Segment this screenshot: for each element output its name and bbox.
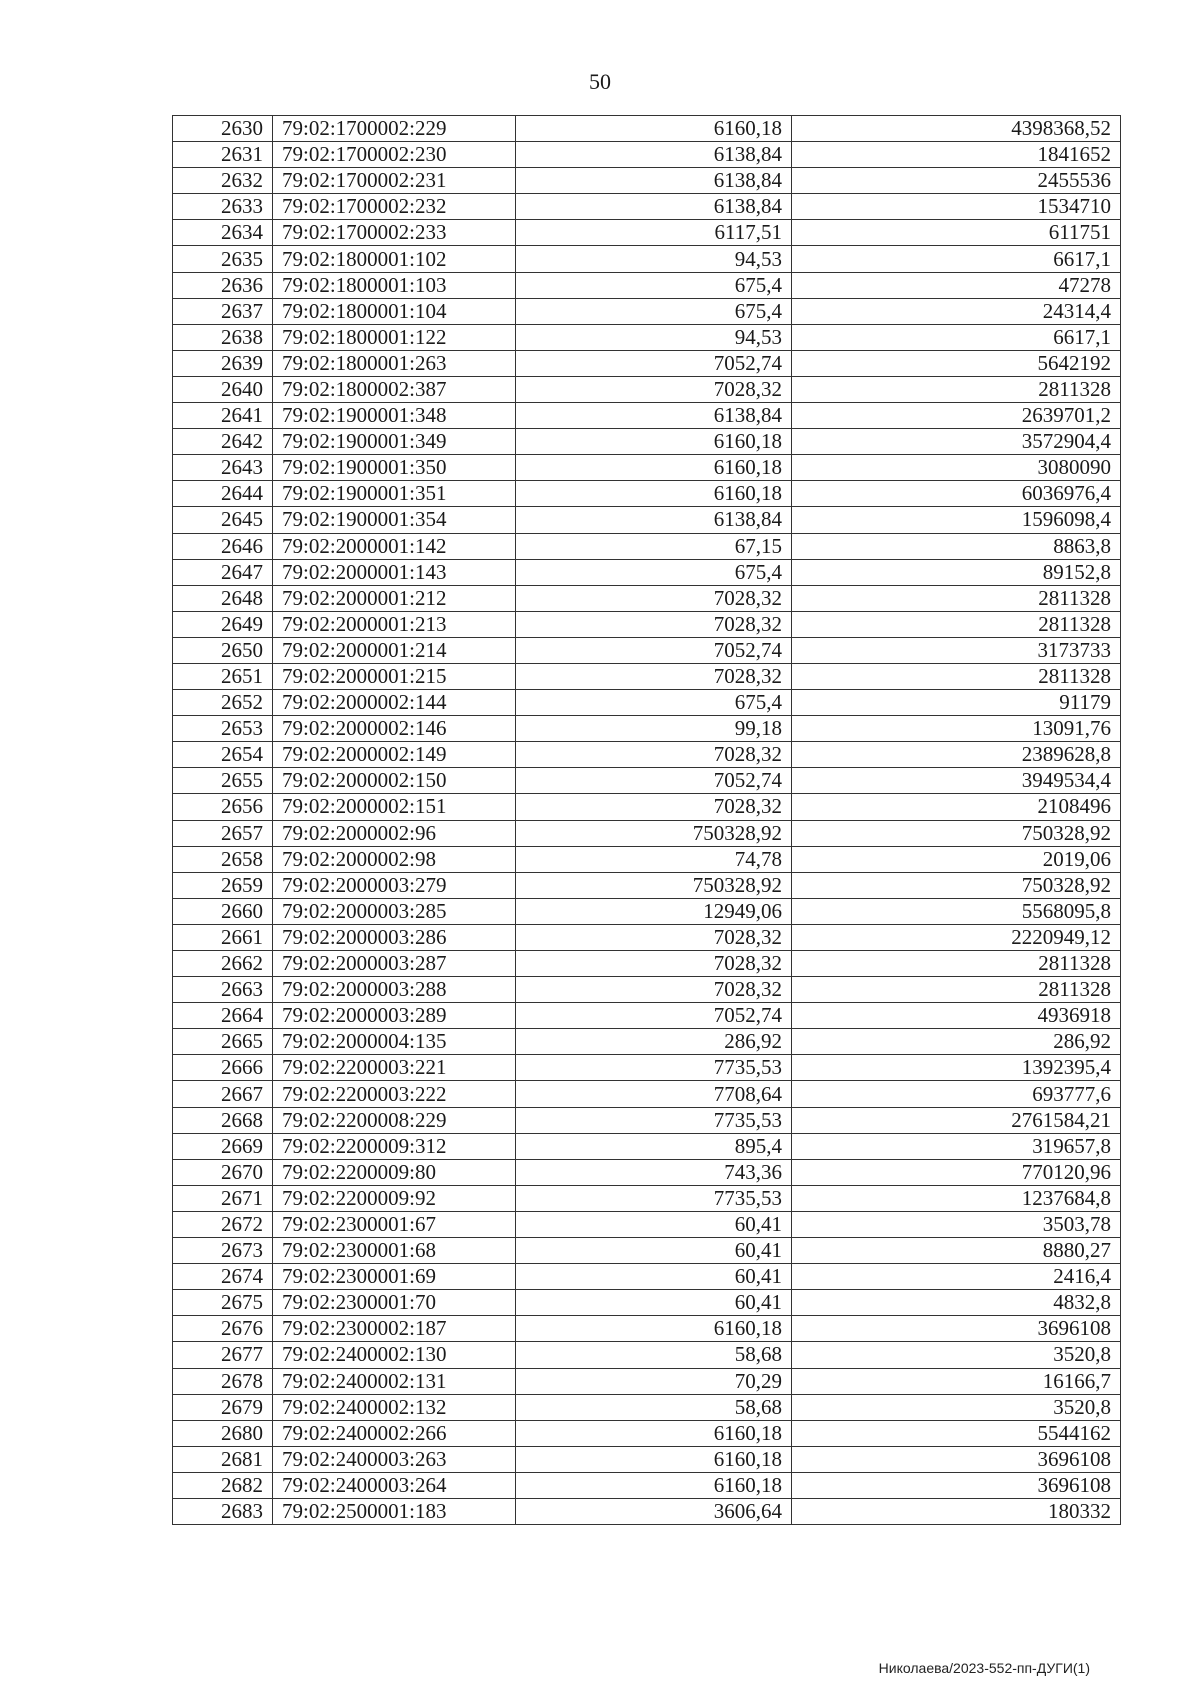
cadastral-value-cell: 3696108 xyxy=(792,1472,1121,1498)
cadastral-number-cell: 79:02:2400003:264 xyxy=(273,1472,516,1498)
row-number-cell: 2656 xyxy=(173,794,273,820)
specific-value-cell: 6117,51 xyxy=(516,220,792,246)
table-row xyxy=(173,272,1121,298)
row-number-cell: 2667 xyxy=(173,1081,273,1107)
table-row xyxy=(173,1498,1121,1524)
cadastral-value-cell: 4832,8 xyxy=(792,1290,1121,1316)
cadastral-number-cell: 79:02:2300001:67 xyxy=(273,1211,516,1237)
row-number-cell: 2633 xyxy=(173,194,273,220)
cadastral-number-cell: 79:02:1900001:350 xyxy=(273,455,516,481)
row-number-cell: 2660 xyxy=(173,898,273,924)
specific-value-cell: 7028,32 xyxy=(516,611,792,637)
footer-document-code: Николаева/2023-552-пп-ДУГИ(1) xyxy=(878,1660,1090,1676)
specific-value-cell: 895,4 xyxy=(516,1133,792,1159)
specific-value-cell: 7028,32 xyxy=(516,376,792,402)
cadastral-number-cell: 79:02:2000001:214 xyxy=(273,637,516,663)
table-row xyxy=(173,1264,1121,1290)
specific-value-cell: 675,4 xyxy=(516,298,792,324)
cadastral-value-cell: 2811328 xyxy=(792,376,1121,402)
cadastral-value-cell: 3080090 xyxy=(792,455,1121,481)
cadastral-number-cell: 79:02:2200009:92 xyxy=(273,1185,516,1211)
cadastral-number-cell: 79:02:2000002:146 xyxy=(273,716,516,742)
specific-value-cell: 7028,32 xyxy=(516,951,792,977)
cadastral-value-cell: 1534710 xyxy=(792,194,1121,220)
cadastral-value-cell: 6617,1 xyxy=(792,246,1121,272)
specific-value-cell: 750328,92 xyxy=(516,872,792,898)
cadastral-number-cell: 79:02:1700002:230 xyxy=(273,142,516,168)
specific-value-cell: 58,68 xyxy=(516,1394,792,1420)
cadastral-number-cell: 79:02:2000004:135 xyxy=(273,1029,516,1055)
cadastral-value-cell: 2811328 xyxy=(792,977,1121,1003)
cadastral-number-cell: 79:02:1900001:351 xyxy=(273,481,516,507)
specific-value-cell: 6160,18 xyxy=(516,1472,792,1498)
table-row xyxy=(173,898,1121,924)
table-row xyxy=(173,220,1121,246)
cadastral-value-cell: 3696108 xyxy=(792,1446,1121,1472)
table-row xyxy=(173,768,1121,794)
cadastral-number-cell: 79:02:2000003:279 xyxy=(273,872,516,898)
cadastral-number-cell: 79:02:2400002:266 xyxy=(273,1420,516,1446)
table-row xyxy=(173,481,1121,507)
cadastral-number-cell: 79:02:2000001:142 xyxy=(273,533,516,559)
cadastral-number-cell: 79:02:2400002:132 xyxy=(273,1394,516,1420)
table-row xyxy=(173,1368,1121,1394)
specific-value-cell: 74,78 xyxy=(516,846,792,872)
row-number-cell: 2674 xyxy=(173,1264,273,1290)
cadastral-value-cell: 611751 xyxy=(792,220,1121,246)
row-number-cell: 2641 xyxy=(173,403,273,429)
specific-value-cell: 743,36 xyxy=(516,1159,792,1185)
table-row xyxy=(173,637,1121,663)
table-row xyxy=(173,951,1121,977)
row-number-cell: 2642 xyxy=(173,429,273,455)
table-row xyxy=(173,1185,1121,1211)
table-row xyxy=(173,1107,1121,1133)
cadastral-number-cell: 79:02:2200003:222 xyxy=(273,1081,516,1107)
specific-value-cell: 7028,32 xyxy=(516,977,792,1003)
table-row xyxy=(173,507,1121,533)
specific-value-cell: 60,41 xyxy=(516,1238,792,1264)
cadastral-number-cell: 79:02:1800001:122 xyxy=(273,324,516,350)
table-row xyxy=(173,690,1121,716)
cadastral-value-cell: 2811328 xyxy=(792,611,1121,637)
row-number-cell: 2655 xyxy=(173,768,273,794)
cadastral-value-cell: 2455536 xyxy=(792,168,1121,194)
row-number-cell: 2666 xyxy=(173,1055,273,1081)
table-row xyxy=(173,611,1121,637)
row-number-cell: 2673 xyxy=(173,1238,273,1264)
cadastral-number-cell: 79:02:2000002:98 xyxy=(273,846,516,872)
row-number-cell: 2643 xyxy=(173,455,273,481)
cadastral-number-cell: 79:02:2000002:144 xyxy=(273,690,516,716)
cadastral-value-cell: 180332 xyxy=(792,1498,1121,1524)
row-number-cell: 2668 xyxy=(173,1107,273,1133)
specific-value-cell: 6160,18 xyxy=(516,116,792,142)
cadastral-number-cell: 79:02:2400002:131 xyxy=(273,1368,516,1394)
cadastral-value-cell: 3503,78 xyxy=(792,1211,1121,1237)
row-number-cell: 2639 xyxy=(173,350,273,376)
table-row xyxy=(173,116,1121,142)
cadastral-number-cell: 79:02:1800001:104 xyxy=(273,298,516,324)
specific-value-cell: 7735,53 xyxy=(516,1185,792,1211)
table-row xyxy=(173,246,1121,272)
table-row xyxy=(173,585,1121,611)
cadastral-number-cell: 79:02:2400003:263 xyxy=(273,1446,516,1472)
cadastral-value-cell: 2108496 xyxy=(792,794,1121,820)
cadastral-number-cell: 79:02:1700002:229 xyxy=(273,116,516,142)
cadastral-value-cell: 286,92 xyxy=(792,1029,1121,1055)
row-number-cell: 2651 xyxy=(173,663,273,689)
table-row xyxy=(173,794,1121,820)
cadastral-number-cell: 79:02:2300001:69 xyxy=(273,1264,516,1290)
cadastral-number-cell: 79:02:2500001:183 xyxy=(273,1498,516,1524)
specific-value-cell: 6160,18 xyxy=(516,1446,792,1472)
cadastral-value-cell: 1596098,4 xyxy=(792,507,1121,533)
row-number-cell: 2672 xyxy=(173,1211,273,1237)
cadastral-value-cell: 2639701,2 xyxy=(792,403,1121,429)
cadastral-number-cell: 79:02:1800001:103 xyxy=(273,272,516,298)
row-number-cell: 2677 xyxy=(173,1342,273,1368)
cadastral-value-cell: 6036976,4 xyxy=(792,481,1121,507)
row-number-cell: 2648 xyxy=(173,585,273,611)
row-number-cell: 2635 xyxy=(173,246,273,272)
specific-value-cell: 7735,53 xyxy=(516,1107,792,1133)
specific-value-cell: 750328,92 xyxy=(516,820,792,846)
table-row xyxy=(173,1472,1121,1498)
cadastral-value-cell: 693777,6 xyxy=(792,1081,1121,1107)
cadastral-number-cell: 79:02:2000002:149 xyxy=(273,742,516,768)
specific-value-cell: 7028,32 xyxy=(516,663,792,689)
table-row xyxy=(173,1003,1121,1029)
cadastral-value-cell: 2416,4 xyxy=(792,1264,1121,1290)
specific-value-cell: 60,41 xyxy=(516,1264,792,1290)
cadastral-value-cell: 4398368,52 xyxy=(792,116,1121,142)
specific-value-cell: 67,15 xyxy=(516,533,792,559)
table-row xyxy=(173,1446,1121,1472)
cadastral-number-cell: 79:02:2000003:287 xyxy=(273,951,516,977)
row-number-cell: 2675 xyxy=(173,1290,273,1316)
cadastral-value-cell: 2389628,8 xyxy=(792,742,1121,768)
specific-value-cell: 6160,18 xyxy=(516,429,792,455)
cadastral-value-cell: 8880,27 xyxy=(792,1238,1121,1264)
specific-value-cell: 7052,74 xyxy=(516,350,792,376)
cadastral-value-cell: 47278 xyxy=(792,272,1121,298)
cadastral-number-cell: 79:02:2000002:151 xyxy=(273,794,516,820)
specific-value-cell: 99,18 xyxy=(516,716,792,742)
row-number-cell: 2654 xyxy=(173,742,273,768)
cadastral-number-cell: 79:02:2000001:143 xyxy=(273,559,516,585)
specific-value-cell: 7028,32 xyxy=(516,924,792,950)
specific-value-cell: 7052,74 xyxy=(516,768,792,794)
row-number-cell: 2638 xyxy=(173,324,273,350)
cadastral-value-cell: 2811328 xyxy=(792,951,1121,977)
row-number-cell: 2657 xyxy=(173,820,273,846)
cadastral-value-cell: 770120,96 xyxy=(792,1159,1121,1185)
specific-value-cell: 94,53 xyxy=(516,324,792,350)
specific-value-cell: 675,4 xyxy=(516,272,792,298)
row-number-cell: 2646 xyxy=(173,533,273,559)
cadastral-value-cell: 13091,76 xyxy=(792,716,1121,742)
specific-value-cell: 60,41 xyxy=(516,1211,792,1237)
cadastral-value-cell: 3696108 xyxy=(792,1316,1121,1342)
row-number-cell: 2650 xyxy=(173,637,273,663)
cadastral-number-cell: 79:02:1800001:263 xyxy=(273,350,516,376)
table-row xyxy=(173,142,1121,168)
cadastral-value-cell: 2761584,21 xyxy=(792,1107,1121,1133)
cadastral-number-cell: 79:02:2000003:285 xyxy=(273,898,516,924)
table-row xyxy=(173,846,1121,872)
table-row xyxy=(173,1238,1121,1264)
specific-value-cell: 6160,18 xyxy=(516,455,792,481)
table-row xyxy=(173,324,1121,350)
cadastral-number-cell: 79:02:2000003:286 xyxy=(273,924,516,950)
row-number-cell: 2640 xyxy=(173,376,273,402)
cadastral-value-cell: 5544162 xyxy=(792,1420,1121,1446)
row-number-cell: 2659 xyxy=(173,872,273,898)
specific-value-cell: 94,53 xyxy=(516,246,792,272)
cadastral-value-cell: 16166,7 xyxy=(792,1368,1121,1394)
table-body xyxy=(173,116,1121,1525)
cadastral-number-cell: 79:02:1900001:354 xyxy=(273,507,516,533)
row-number-cell: 2663 xyxy=(173,977,273,1003)
cadastral-value-cell: 1237684,8 xyxy=(792,1185,1121,1211)
row-number-cell: 2644 xyxy=(173,481,273,507)
table-row xyxy=(173,298,1121,324)
table-row xyxy=(173,168,1121,194)
specific-value-cell: 7028,32 xyxy=(516,742,792,768)
table-row xyxy=(173,1159,1121,1185)
specific-value-cell: 60,41 xyxy=(516,1290,792,1316)
cadastral-value-cell: 6617,1 xyxy=(792,324,1121,350)
row-number-cell: 2680 xyxy=(173,1420,273,1446)
row-number-cell: 2645 xyxy=(173,507,273,533)
cadastral-number-cell: 79:02:2200009:312 xyxy=(273,1133,516,1159)
row-number-cell: 2634 xyxy=(173,220,273,246)
specific-value-cell: 6138,84 xyxy=(516,142,792,168)
cadastral-value-cell: 3173733 xyxy=(792,637,1121,663)
row-number-cell: 2631 xyxy=(173,142,273,168)
cadastral-number-cell: 79:02:1700002:232 xyxy=(273,194,516,220)
table-row xyxy=(173,1290,1121,1316)
table-row xyxy=(173,403,1121,429)
specific-value-cell: 3606,64 xyxy=(516,1498,792,1524)
table-row xyxy=(173,1055,1121,1081)
row-number-cell: 2664 xyxy=(173,1003,273,1029)
table-row xyxy=(173,924,1121,950)
row-number-cell: 2630 xyxy=(173,116,273,142)
specific-value-cell: 7052,74 xyxy=(516,1003,792,1029)
cadastral-number-cell: 79:02:1800001:102 xyxy=(273,246,516,272)
table-row xyxy=(173,1029,1121,1055)
row-number-cell: 2637 xyxy=(173,298,273,324)
table-row xyxy=(173,663,1121,689)
cadastral-number-cell: 79:02:2200003:221 xyxy=(273,1055,516,1081)
cadastral-number-cell: 79:02:2000001:212 xyxy=(273,585,516,611)
table-row xyxy=(173,872,1121,898)
cadastral-number-cell: 79:02:2000002:96 xyxy=(273,820,516,846)
specific-value-cell: 7735,53 xyxy=(516,1055,792,1081)
table-row xyxy=(173,559,1121,585)
table-row xyxy=(173,820,1121,846)
row-number-cell: 2682 xyxy=(173,1472,273,1498)
row-number-cell: 2647 xyxy=(173,559,273,585)
row-number-cell: 2662 xyxy=(173,951,273,977)
table-row xyxy=(173,1133,1121,1159)
table-row xyxy=(173,1342,1121,1368)
cadastral-number-cell: 79:02:2300001:68 xyxy=(273,1238,516,1264)
cadastral-value-cell: 91179 xyxy=(792,690,1121,716)
table-row xyxy=(173,716,1121,742)
specific-value-cell: 6138,84 xyxy=(516,168,792,194)
cadastral-value-cell: 2811328 xyxy=(792,663,1121,689)
table-row xyxy=(173,742,1121,768)
cadastral-value-cell: 24314,4 xyxy=(792,298,1121,324)
cadastral-value-cell: 750328,92 xyxy=(792,820,1121,846)
specific-value-cell: 6138,84 xyxy=(516,194,792,220)
table-row xyxy=(173,455,1121,481)
cadastral-number-cell: 79:02:2000001:213 xyxy=(273,611,516,637)
cadastral-value-cell: 2220949,12 xyxy=(792,924,1121,950)
table-row xyxy=(173,1394,1121,1420)
cadastral-value-cell: 8863,8 xyxy=(792,533,1121,559)
cadastral-number-cell: 79:02:1900001:348 xyxy=(273,403,516,429)
cadastral-value-cell: 3520,8 xyxy=(792,1394,1121,1420)
page-number: 50 xyxy=(589,69,611,94)
cadastral-value-cell: 4936918 xyxy=(792,1003,1121,1029)
cadastral-number-cell: 79:02:2000003:289 xyxy=(273,1003,516,1029)
cadastral-number-cell: 79:02:2000002:150 xyxy=(273,768,516,794)
cadastral-number-cell: 79:02:1900001:349 xyxy=(273,429,516,455)
cadastral-number-cell: 79:02:1700002:233 xyxy=(273,220,516,246)
table-row xyxy=(173,977,1121,1003)
row-number-cell: 2653 xyxy=(173,716,273,742)
row-number-cell: 2681 xyxy=(173,1446,273,1472)
row-number-cell: 2658 xyxy=(173,846,273,872)
cadastral-value-cell: 1841652 xyxy=(792,142,1121,168)
specific-value-cell: 675,4 xyxy=(516,690,792,716)
specific-value-cell: 675,4 xyxy=(516,559,792,585)
specific-value-cell: 6138,84 xyxy=(516,403,792,429)
table-row xyxy=(173,1211,1121,1237)
table-row xyxy=(173,1420,1121,1446)
specific-value-cell: 7052,74 xyxy=(516,637,792,663)
row-number-cell: 2678 xyxy=(173,1368,273,1394)
cadastral-number-cell: 79:02:2000003:288 xyxy=(273,977,516,1003)
table-row xyxy=(173,1081,1121,1107)
table-row xyxy=(173,1316,1121,1342)
cadastral-value-cell: 5642192 xyxy=(792,350,1121,376)
cadastral-value-cell: 2811328 xyxy=(792,585,1121,611)
row-number-cell: 2671 xyxy=(173,1185,273,1211)
row-number-cell: 2649 xyxy=(173,611,273,637)
specific-value-cell: 7708,64 xyxy=(516,1081,792,1107)
row-number-cell: 2676 xyxy=(173,1316,273,1342)
cadastral-value-cell: 750328,92 xyxy=(792,872,1121,898)
row-number-cell: 2679 xyxy=(173,1394,273,1420)
cadastral-value-cell: 89152,8 xyxy=(792,559,1121,585)
specific-value-cell: 7028,32 xyxy=(516,794,792,820)
specific-value-cell: 70,29 xyxy=(516,1368,792,1394)
cadastral-number-cell: 79:02:2300001:70 xyxy=(273,1290,516,1316)
cadastral-number-cell: 79:02:1700002:231 xyxy=(273,168,516,194)
cadastral-number-cell: 79:02:2200008:229 xyxy=(273,1107,516,1133)
specific-value-cell: 58,68 xyxy=(516,1342,792,1368)
row-number-cell: 2669 xyxy=(173,1133,273,1159)
cadastral-number-cell: 79:02:2400002:130 xyxy=(273,1342,516,1368)
specific-value-cell: 6160,18 xyxy=(516,1316,792,1342)
specific-value-cell: 6138,84 xyxy=(516,507,792,533)
specific-value-cell: 286,92 xyxy=(516,1029,792,1055)
specific-value-cell: 6160,18 xyxy=(516,1420,792,1446)
table-row xyxy=(173,429,1121,455)
cadastral-value-cell: 1392395,4 xyxy=(792,1055,1121,1081)
cadastral-value-cell: 3520,8 xyxy=(792,1342,1121,1368)
cadastral-number-cell: 79:02:2200009:80 xyxy=(273,1159,516,1185)
cadastral-value-cell: 319657,8 xyxy=(792,1133,1121,1159)
specific-value-cell: 12949,06 xyxy=(516,898,792,924)
cadastral-table xyxy=(172,115,1121,1525)
row-number-cell: 2652 xyxy=(173,690,273,716)
cadastral-number-cell: 79:02:1800002:387 xyxy=(273,376,516,402)
cadastral-value-cell: 5568095,8 xyxy=(792,898,1121,924)
cadastral-number-cell: 79:02:2000001:215 xyxy=(273,663,516,689)
cadastral-value-cell: 3949534,4 xyxy=(792,768,1121,794)
cadastral-value-cell: 2019,06 xyxy=(792,846,1121,872)
table-row xyxy=(173,350,1121,376)
row-number-cell: 2665 xyxy=(173,1029,273,1055)
table-row xyxy=(173,194,1121,220)
row-number-cell: 2683 xyxy=(173,1498,273,1524)
row-number-cell: 2632 xyxy=(173,168,273,194)
cadastral-value-cell: 3572904,4 xyxy=(792,429,1121,455)
specific-value-cell: 6160,18 xyxy=(516,481,792,507)
row-number-cell: 2636 xyxy=(173,272,273,298)
specific-value-cell: 7028,32 xyxy=(516,585,792,611)
table-row xyxy=(173,533,1121,559)
cadastral-number-cell: 79:02:2300002:187 xyxy=(273,1316,516,1342)
table-row xyxy=(173,376,1121,402)
row-number-cell: 2661 xyxy=(173,924,273,950)
row-number-cell: 2670 xyxy=(173,1159,273,1185)
